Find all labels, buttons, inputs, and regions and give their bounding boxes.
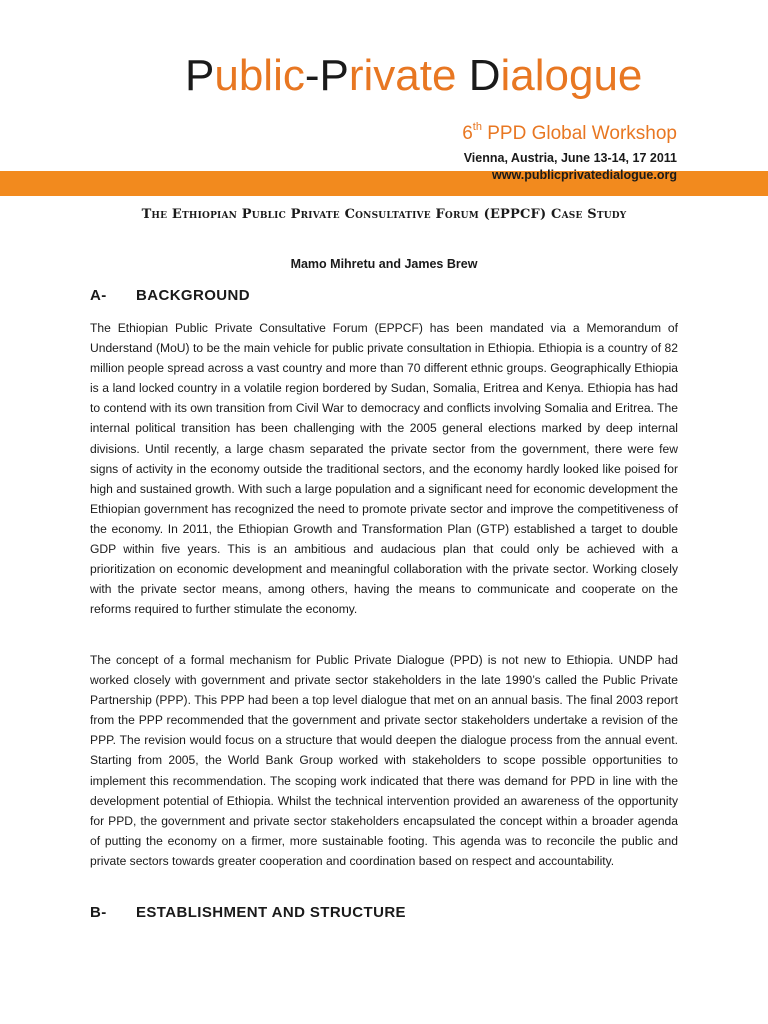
section-number: B-: [90, 904, 107, 921]
section-heading-establishment: [90, 904, 406, 921]
logo-text: rivate: [348, 51, 457, 100]
document-title: The Ethiopian Public Private Consultative Forum (EPPCF) Case Study: [141, 207, 627, 222]
logo-text: ialogue: [500, 51, 643, 100]
paragraph: The concept of a formal mechanism for Public Private Dialogue (PPD) is not new to Ethiopia. UNDP had worked closely with government and private sector stakeholders in the late 1990’s called the Public Private Partnership (PPP). This PPP had been a top level dialogue that met on an annual basis. The final 2003 report from the PPP recommended that the government and private sector stakeholders undertake a revision of the PPP. The revision would focus on a structure that would deepen the dialogue process from the annual event. Starting from 2005, the World Bank Group worked with stakeholders to scope possible opportunities to implement this recommendation. The scoping work indicated that there was demand for PPD in line with the development potential of Ethiopia. Whilst the technical intervention provided an awareness of the opportunity for PPD, the government and private sector stakeholders encapsulated the concept within a broader agenda of putting the economy on a firmer, more sustainable footing. This agenda was to reconcile the public and private sectors towards greater cooperation and coordination based on respect and accountability.: [90, 653, 678, 868]
section-heading-background: [90, 287, 250, 304]
logo-letter: D: [468, 51, 501, 100]
workshop-title: [462, 121, 677, 145]
document-authors: Mamo Mihretu and James Brew: [290, 257, 478, 271]
logo-hyphen: -: [304, 51, 320, 100]
section-title: ESTABLISHMENT AND STRUCTURE: [136, 904, 406, 921]
publication-logo: [185, 50, 642, 102]
logo-space: [456, 51, 468, 100]
logo-letter: P: [319, 51, 349, 100]
workshop-number: 6: [462, 123, 473, 144]
section-title: BACKGROUND: [136, 287, 250, 304]
section-number: A-: [90, 287, 107, 304]
logo-text: ublic: [214, 51, 305, 100]
workshop-name: PPD Global Workshop: [481, 123, 677, 144]
logo-letter: P: [185, 51, 215, 100]
event-location-date: Vienna, Austria, June 13-14, 17 2011: [463, 151, 677, 165]
website-link[interactable]: www.publicprivatedialogue.org: [492, 168, 677, 182]
workshop-ordinal: th: [472, 121, 482, 133]
paragraph: The Ethiopian Public Private Consultative Forum (EPPCF) has been mandated via a Memorandum of Understand (MoU) to be the main vehicle for public private consultation in Ethiopia. Ethiopia is a country of 82 million people spread across a vast country and more than 70 different ethnic groups. Geographically Ethiopia is a land locked country in a volatile region bordered by Sudan, Somalia, Eritrea and Kenya. Ethiopia has had to contend with its own transition from Civil War to democracy and conflicts involving Somalia and Eritrea. The internal political transition has been challenging with the 2005 general elections marked by deep internal divisions. Until recently, a large chasm separated the private sector from the government, there were few signs of activity in the economy outside the traditional sectors, and the economy hardly looked like poised for high and sustained growth. With such a large population and a significant need for economic development the Ethiopian government has recognized the need to promote private sector and improve the competitiveness of the economy. In 2011, the Ethiopian Growth and Transformation Plan (GTP) established a target to double GDP within five years. This is an ambitious and audacious plan that could only be achieved with a prioritization on economic development and meaningful collaboration with the private sector. Working closely with the private sector means, among others, having the means to communicate and cooperate on the reforms required to further stimulate the economy.: [90, 321, 678, 617]
